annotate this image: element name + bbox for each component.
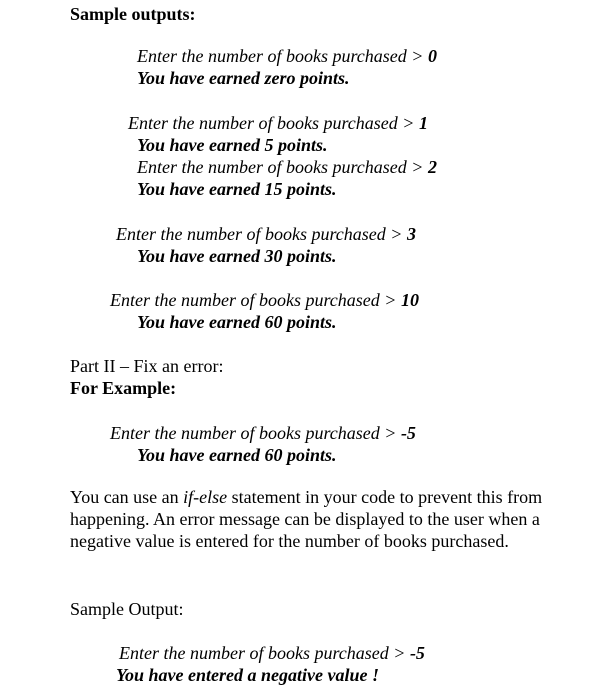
input-value: -5	[400, 423, 416, 443]
prompt-text: Enter the number of books purchased >	[110, 290, 401, 310]
prompt-text: Enter the number of books purchased >	[110, 423, 401, 443]
sample-result-line: You have earned 5 points.	[137, 135, 328, 155]
fixed-prompt-line	[119, 642, 425, 664]
para-text-after: statement in your code to prevent this from happening. An error message can be displayed to the user when a negative value is entered for the number of books purchased.	[70, 487, 543, 551]
prompt-text: Enter the number of books purchased >	[137, 157, 428, 177]
for-example-label: For Example:	[70, 378, 177, 398]
input-value: 3	[406, 224, 416, 244]
input-value: 1	[418, 113, 428, 133]
example-result-line: You have earned 60 points.	[137, 445, 337, 465]
sample-prompt-line	[110, 289, 419, 311]
sample-prompt-line	[137, 156, 437, 178]
input-value: 0	[427, 46, 437, 66]
sample-result-line: You have earned zero points.	[137, 68, 350, 88]
para-text-before: You can use an	[70, 487, 184, 507]
sample-prompt-line	[137, 45, 437, 67]
sample-prompt-line	[128, 112, 428, 134]
sample-prompt-line	[116, 223, 416, 245]
code-term: if-else	[183, 487, 228, 507]
prompt-text: Enter the number of books purchased >	[128, 113, 419, 133]
input-value: -5	[409, 643, 425, 663]
sample-result-line: You have earned 15 points.	[137, 179, 337, 199]
example-prompt-line	[110, 422, 416, 444]
explanation-paragraph	[70, 486, 570, 552]
prompt-text: Enter the number of books purchased >	[137, 46, 428, 66]
part2-title: Part II – Fix an error:	[70, 356, 224, 376]
prompt-text: Enter the number of books purchased >	[119, 643, 410, 663]
sample-result-line: You have earned 30 points.	[137, 246, 337, 266]
sample-outputs-heading: Sample outputs:	[70, 4, 196, 24]
input-value: 10	[400, 290, 419, 310]
input-value: 2	[427, 157, 437, 177]
fixed-result-line: You have entered a negative value !	[116, 665, 379, 685]
sample-result-line: You have earned 60 points.	[137, 312, 337, 332]
prompt-text: Enter the number of books purchased >	[116, 224, 407, 244]
sample-output-label: Sample Output:	[70, 599, 184, 619]
